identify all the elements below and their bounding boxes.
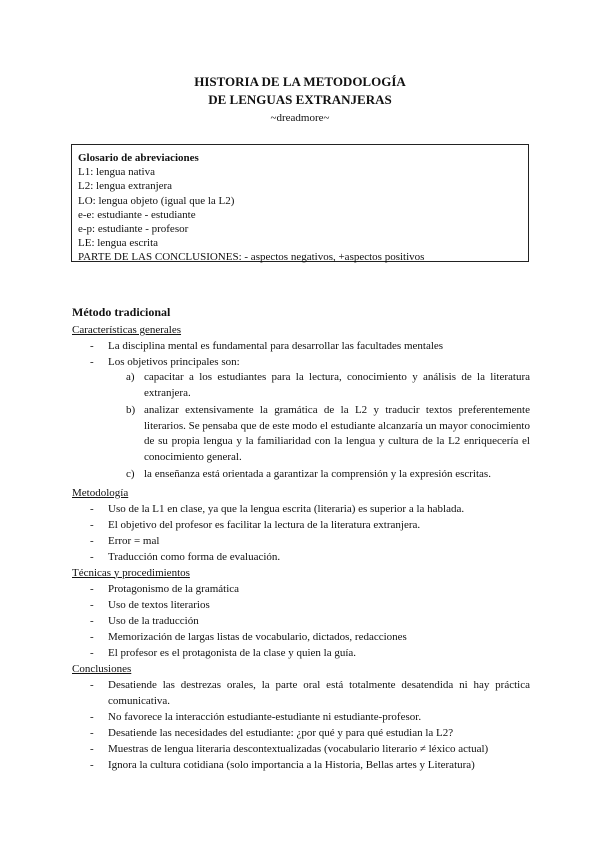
conclusiones-list [72, 677, 530, 773]
section-title: Método tradicional [72, 305, 171, 319]
list-item: - Memorización de largas listas de vocabulario, dictados, redacciones [72, 629, 530, 645]
glossary-item: L1: lengua nativa [78, 166, 155, 179]
objective-text: analizar extensivamente la gramática de la L2 y traducir textos preferentemente literarios. Se pensaba que de este modo el estudiante alcanzaría un mayor conocimiento de su propia lengua y la familiaridad con la lengua y cultura de la L2 enriquecería el conocimiento general. [144, 404, 530, 463]
objective-text: capacitar a los estudiantes para la lectura, conocimiento y análisis de la literatura extranjera. [144, 371, 530, 399]
tecnicas-list [72, 581, 530, 661]
list-item: - Los objetivos principales son: [72, 354, 530, 370]
list-item: - No favorece la interacción estudiante-estudiante ni estudiante-profesor. [72, 709, 530, 725]
list-item: - Uso de la traducción [72, 613, 530, 629]
document-title-line1: HISTORIA DE LA METODOLOGÍA [194, 74, 406, 89]
list-item: - Uso de textos literarios [72, 597, 530, 613]
subsection-heading-metodologia: Metodología [72, 486, 129, 499]
list-item: - Uso de la L1 en clase, ya que la lengua escrita (literaria) es superior a la hablada. [72, 501, 530, 517]
list-item: - La disciplina mental es fundamental para desarrollar las facultades mentales [72, 338, 530, 354]
objective-item [72, 403, 530, 465]
glossary-item: e-e: estudiante - estudiante [78, 208, 196, 221]
glossary-item: PARTE DE LAS CONCLUSIONES: - aspectos negativos, +aspectos positivos [78, 251, 425, 264]
subsection-heading-caracteristicas: Características generales [72, 324, 182, 336]
glossary-item: L2: lengua extranjera [78, 180, 173, 193]
list-item: - Traducción como forma de evaluación. [72, 549, 530, 565]
main-content [72, 304, 530, 773]
glossary-item: e-p: estudiante - profesor [78, 223, 189, 236]
list-item: - Muestras de lengua literaria descontextualizadas (vocabulario literario ≠ léxico actual) [72, 741, 530, 757]
list-item: - Ignora la cultura cotidiana (solo importancia a la Historia, Bellas artes y Literatura) [72, 757, 530, 773]
list-item: - Error = mal [72, 533, 530, 549]
objective-marker: a) [126, 371, 135, 383]
metodologia-list [72, 501, 530, 565]
objectives-list [72, 370, 530, 483]
author-signature: ~dreadmore~ [270, 112, 330, 124]
document-title-line2: DE LENGUAS EXTRANJERAS [208, 92, 392, 107]
list-item: - Desatiende las necesidades del estudiante: ¿por qué y para qué estudian la L2? [72, 725, 530, 741]
objective-item [72, 370, 530, 401]
glossary-item: LO: lengua objeto (igual que la L2) [78, 194, 235, 207]
caracteristicas-list [72, 338, 530, 370]
subsection-heading-conclusiones: Conclusiones [72, 662, 132, 675]
glossary-box [71, 144, 529, 262]
objective-item [72, 467, 530, 483]
glossary-heading: Glosario de abreviaciones [78, 152, 199, 164]
list-item: - Desatiende las destrezas orales, la parte oral está totalmente desatendida ni hay práctica comunicativa. [72, 677, 530, 709]
list-item: - El objetivo del profesor es facilitar la lectura de la literatura extranjera. [72, 517, 530, 533]
list-item: - Protagonismo de la gramática [72, 581, 530, 597]
glossary-item: LE: lengua escrita [78, 237, 159, 250]
objective-marker: b) [126, 404, 136, 416]
objective-text: la enseñanza está orientada a garantizar la comprensión y la expresión escritas. [144, 468, 491, 480]
objective-marker: c) [126, 468, 135, 480]
subsection-heading-tecnicas: Técnicas y procedimientos [72, 566, 190, 579]
list-item: - El profesor es el protagonista de la clase y quien la guía. [72, 645, 530, 661]
